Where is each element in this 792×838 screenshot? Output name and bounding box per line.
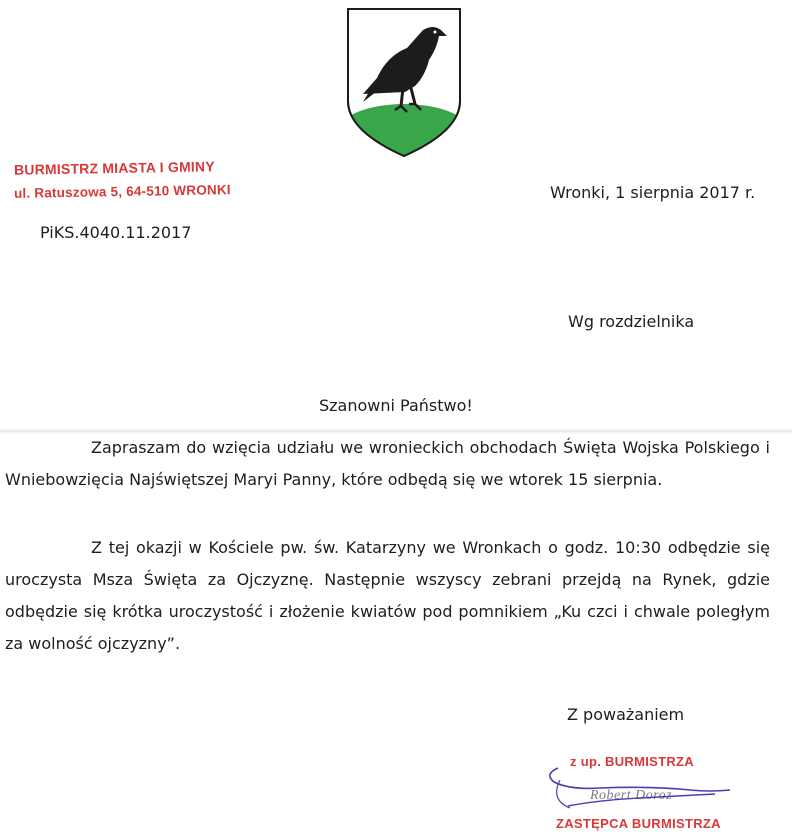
signature-stamp-title: ZASTĘPCA BURMISTRZA [556, 816, 721, 831]
signature-stamp-name: Robert Doroz [590, 788, 673, 803]
letter-date: Wronki, 1 sierpnia 2017 r. [550, 183, 756, 202]
body-paragraph-1: Zapraszam do wzięcia udziału we wronieckich obchodach Święta Wojska Polskiego i Wniebowzięcia Najświętszej Maryi Panny, które odbędą się we wtorek 15 sierpnia. [5, 438, 770, 489]
closing-phrase: Z poważaniem [567, 705, 685, 724]
stamp-office-address: ul. Ratuszowa 5, 64-510 WRONKI [13, 182, 231, 201]
coat-of-arms-raven-icon [345, 6, 463, 158]
signature-stamp-on-behalf: z up. BURMISTRZA [570, 754, 694, 769]
salutation: Szanowni Państwo! [319, 396, 473, 415]
addressee: Wg rozdzielnika [568, 312, 695, 331]
stamp-office-name: BURMISTRZ MIASTA I GMINY [13, 158, 215, 178]
reference-number: PiKS.4040.11.2017 [40, 223, 192, 242]
handwritten-signature-icon [540, 760, 740, 820]
body-paragraph-2: Z tej okazji w Kościele pw. św. Katarzyny we Wronkach o godz. 10:30 odbędzie się uroczysta Msza Święta za Ojczyznę. Następnie wszyscy zebrani przejdą na Rynek, gdzie odbędzie się krótka uroczystość i złożenie kwiatów pod pomnikiem „Ku czci i chwale poległym za wolność ojczyzny”. [5, 538, 770, 653]
